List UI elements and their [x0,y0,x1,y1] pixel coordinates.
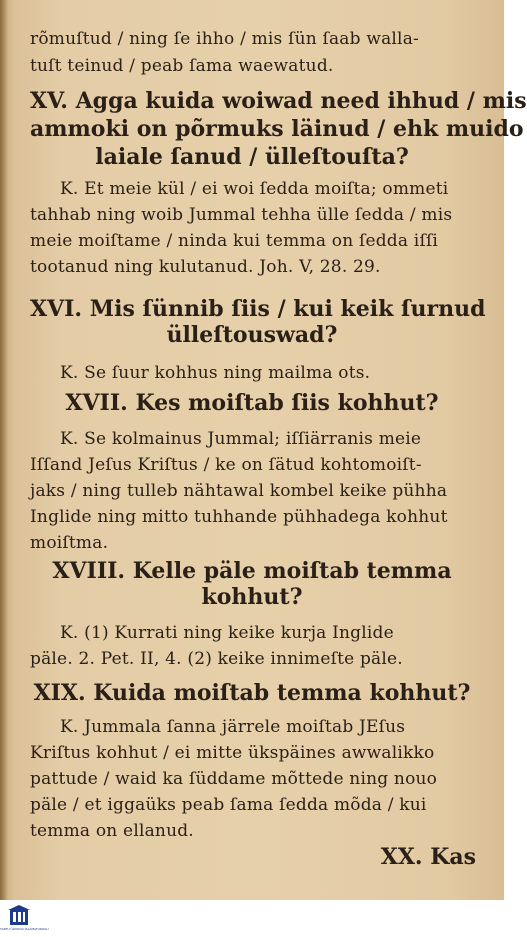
answer-line: päle. 2. Pet. II, 4. (2) keike innimeſte päle. [30,649,403,669]
question-heading: XVIII. Kelle päle moiſtab temma [52,558,452,584]
answer-line: tootanud ning kulutanud. Joh. V, 28. 29. [30,257,381,277]
text-line: tuſt teinud / peab ſama waewatud. [30,56,334,76]
answer-line: tahhab ning woib Jummal tehha ülle ſedda / mis [30,205,453,225]
answer-line: temma on ellanud. [30,821,194,841]
answer-line: jaks / ning tulleb nähtawal kombel keike pühha [30,481,448,501]
question-heading: XV. Agga kuida woiwad need ihhud / mis [30,88,527,114]
answer-line: meie moiſtame / ninda kui temma on ſedda iſſi [30,231,439,251]
library-logo-text: TARTU ÜLIKOOLI RAAMATUKOGU [0,927,49,931]
answer-line: K. Se ſuur kohhus ning mailma ots. [60,363,371,383]
question-heading: kohhut? [201,584,303,610]
question-heading: XVII. Kes moiſtab ſiis kohhut? [65,390,439,416]
answer-line: K. Jummala ſanna järrele moiſtab JEſus [60,717,406,737]
answer-line: K. Et meie kül / ei woi ſedda moiſta; ommeti [60,179,449,199]
answer-line: Iſſand Jeſus Kriſtus / ke on ſätud kohtomoiſt- [30,455,422,475]
answer-line: Inglide ning mitto tuhhande pühhadega kohhut [30,507,448,527]
answer-line: K. (1) Kurrati ning keike kurja Inglide [60,623,394,643]
catchword: XX. Kas [380,844,476,870]
answer-line: Kriſtus kohhut / ei mitte ükspäines awwalikko [30,743,435,763]
question-heading: XIX. Kuida moiſtab temma kohhut? [33,680,471,706]
text-line: rõmuſtud / ning ſe ihho / mis ſün ſaab walla- [30,29,419,49]
answer-line: K. Se kolmainus Jummal; iſſiärranis meie [60,429,422,449]
answer-line: moiſtma. [30,533,109,553]
question-heading: XVI. Mis ſünnib ſiis / kui keik ſurnud [30,296,486,322]
answer-line: päle / et iggaüks peab ſama ſedda mõda / kui [30,795,427,815]
footer-strip [0,900,504,937]
question-heading: ammoki on põrmuks läinud / ehk muido [30,116,524,142]
question-heading: laiale ſanud / ülleſtouſta? [95,144,409,170]
answer-line: pattude / waid ka ſüddame mõttede ning nouo [30,769,438,789]
question-heading: ülleſtouswad? [166,322,338,348]
